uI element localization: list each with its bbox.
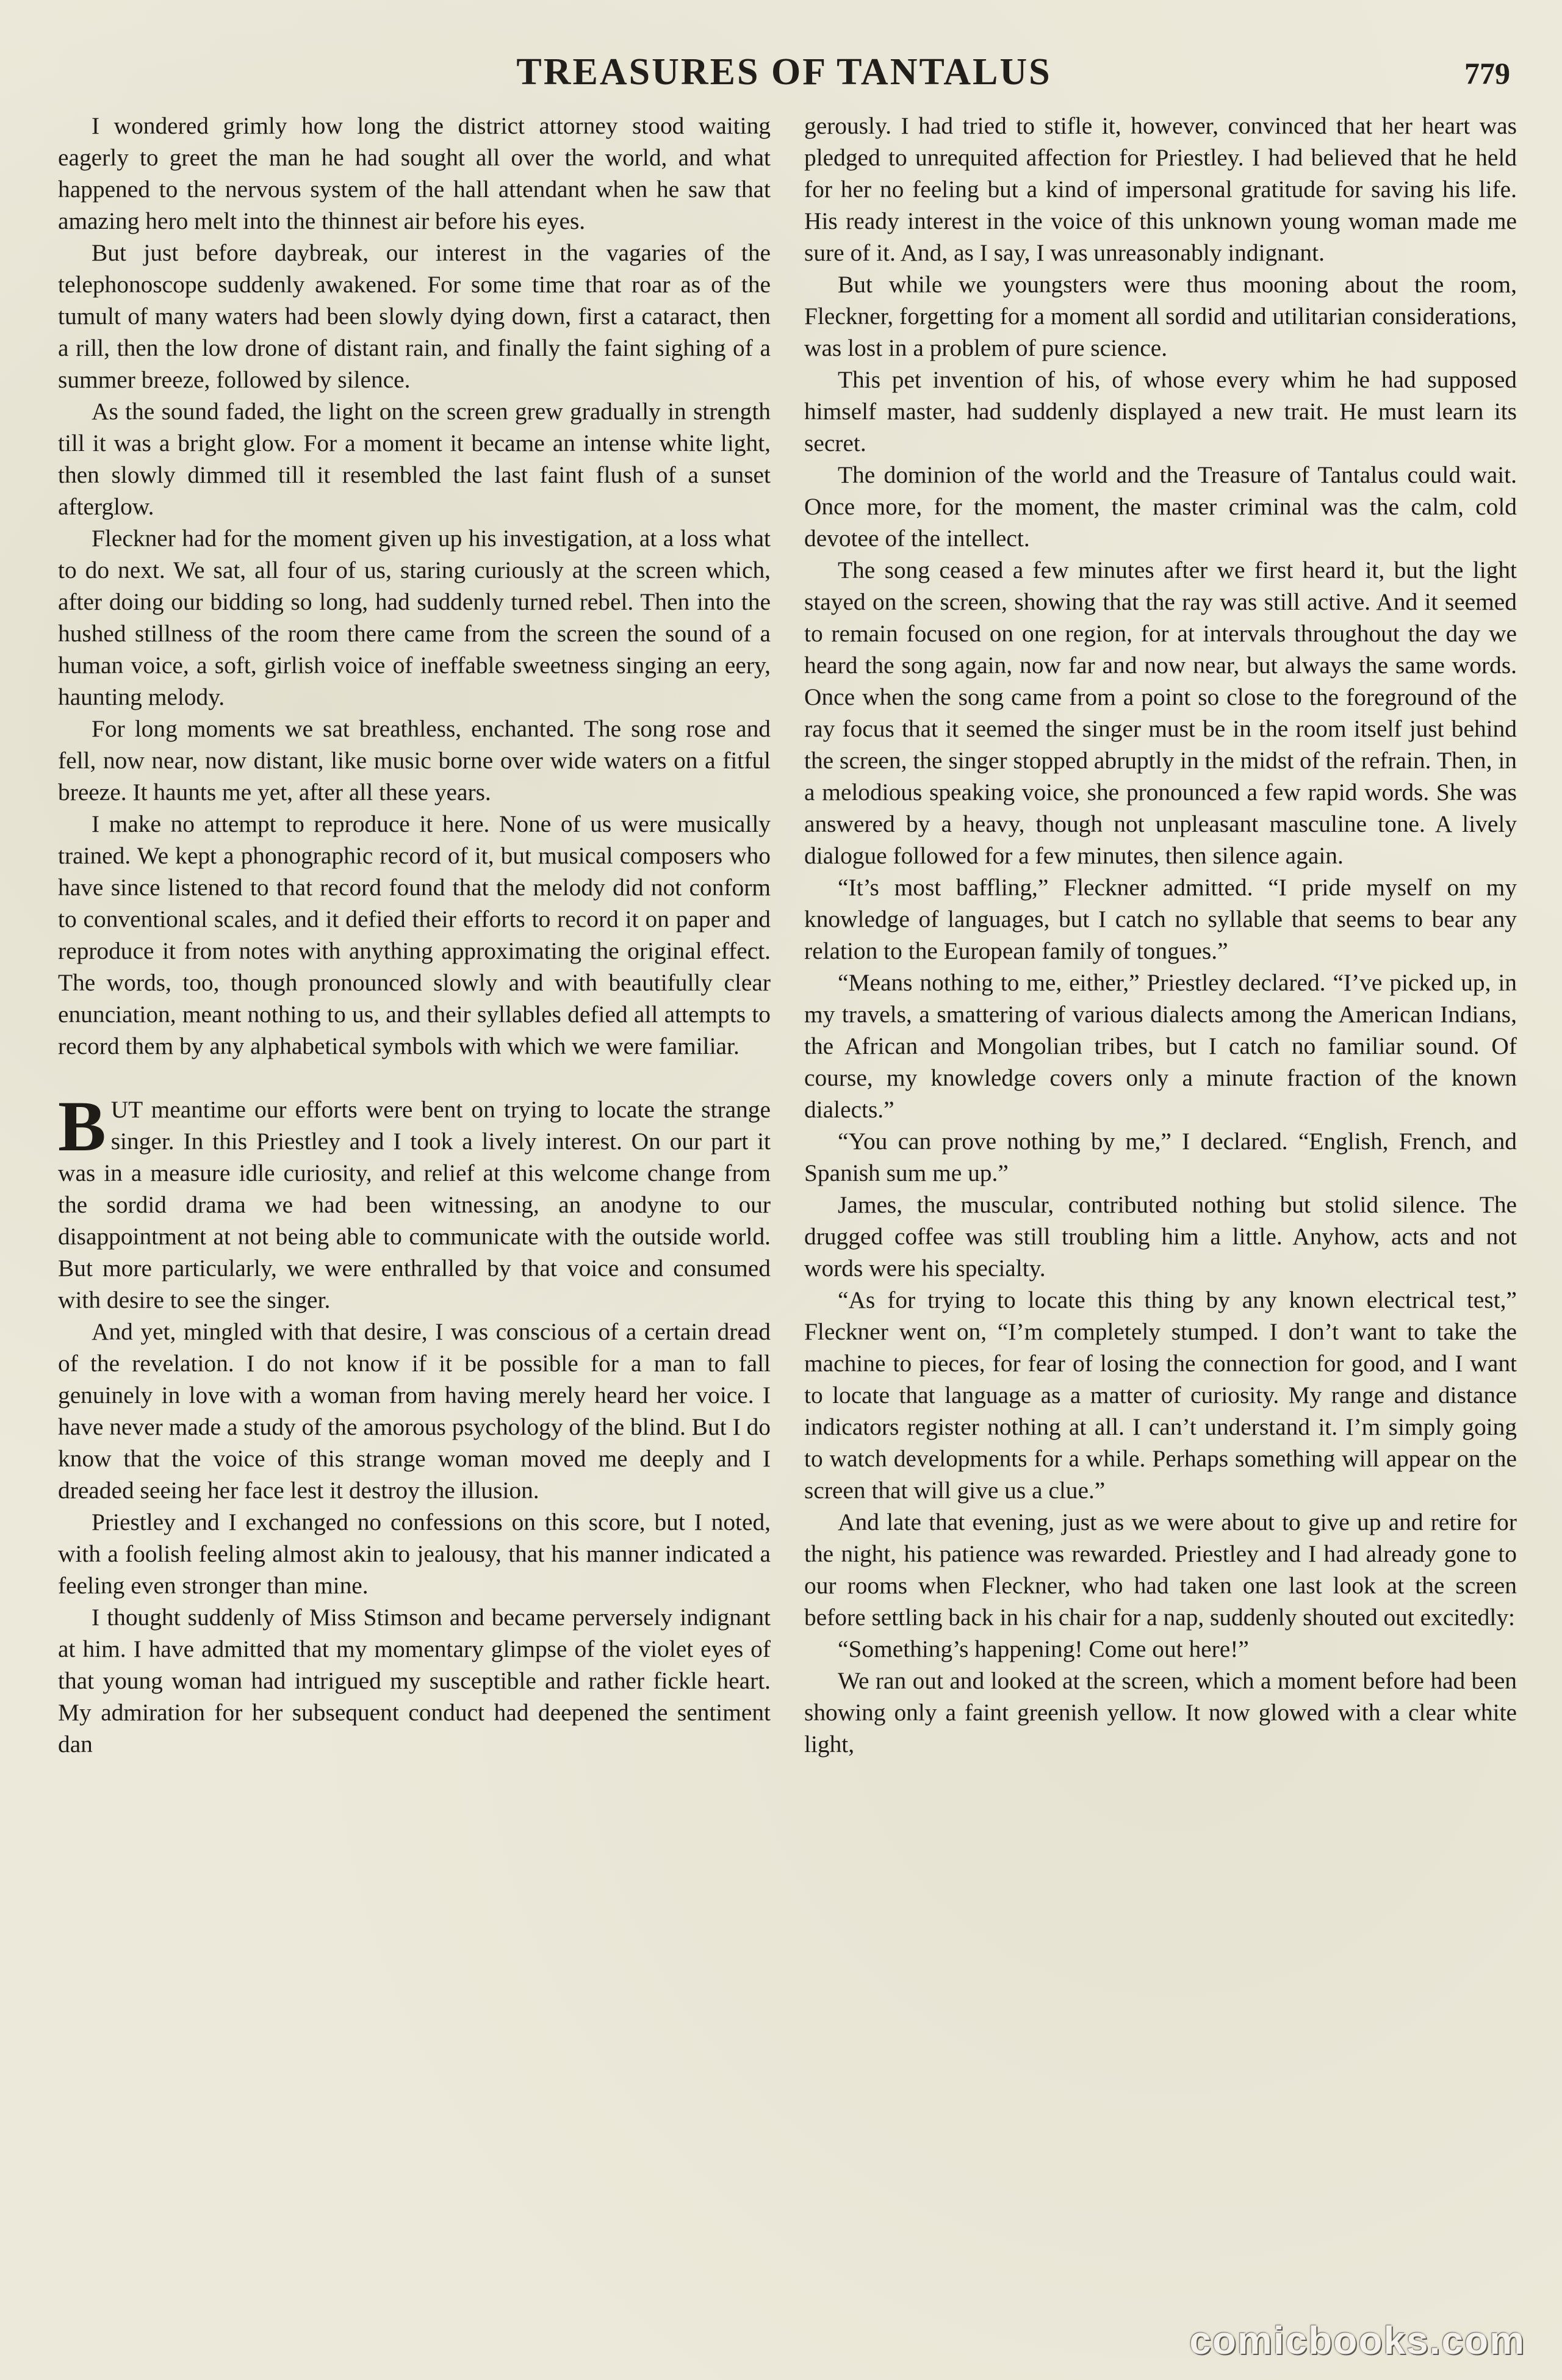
paragraph: We ran out and looked at the screen, which a moment before had been showing only a faint greenish yellow. It now glowed with a clear white light, [804, 1667, 1517, 1758]
watermark-logo: comicbooks.com [1189, 2318, 1525, 2362]
running-title: TREASURES OF TANTALUS [516, 51, 1052, 93]
paragraph: As the sound faded, the light on the screen grew gradually in strength till it was a bright glow. For a moment it became an intense white light, then slowly dimmed till it resembled the last faint flush of a sunset afterglow. [58, 398, 771, 520]
paragraph: And yet, mingled with that desire, I was conscious of a certain dread of the revelation. I do not know if it be possible for a man to fall genuinely in love with a woman from having merely heard her voice. I have never made a study of the amorous psychology of the blind. But I do know that the voice of this strange woman moved me deeply and I dreaded seeing her face lest it destroy the illusion. [58, 1318, 771, 1504]
section-opening-paragraph [58, 1086, 771, 1316]
paragraph: I wondered grimly how long the district attorney stood waiting eagerly to greet the man he had sought all over the world, and what happened to the nervous system of the hall attendant when he saw that amazing hero melt into the thinnest air before his eyes. [58, 112, 771, 234]
paragraph: Fleckner had for the moment given up his investigation, at a loss what to do next. We sat, all four of us, staring curiously at the screen which, after doing our bidding so long, had suddenly turned rebel. Then into the hushed stillness of the room there came from the screen the sound of a human voice, a soft, girlish voice of ineffable sweetness singing an eery, haunting melody. [58, 525, 771, 710]
paragraph: For long moments we sat breathless, enchanted. The song rose and fell, now near, now distant, like music borne over wide waters on a fitful breeze. It haunts me yet, after all these years. [58, 715, 771, 806]
section-break [58, 1062, 771, 1094]
paragraph: The song ceased a few minutes after we first heard it, but the light stayed on the screen, showing that the ray was still active. And it seemed to remain focused on one region, for at intervals throughout the day we heard the song again, now far and now near, but always the same words. Once when the song came from a point so close to the foreground of the ray focus that it seemed the singer must be in the room itself just behind the screen, the singer stopped abruptly in the midst of the refrain. Then, in a melodious speaking voice, she pronounced a few rapid words. She was answered by a heavy, though not unpleasant masculine tone. A lively dialogue followed for a few minutes, then silence again. [804, 557, 1517, 869]
paragraph: And late that evening, just as we were about to give up and retire for the night, his patience was rewarded. Priestley and I had already gone to our rooms when Fleckner, who had taken one last look at the screen before settling back in his chair for a nap, suddenly shouted out excitedly: [804, 1509, 1517, 1631]
paragraph: “It’s most baffling,” Fleckner admitted. “I pride myself on my knowledge of languages, but I catch no syllable that seems to bear any relation to the European family of tongues.” [804, 874, 1517, 964]
page-header [58, 48, 1510, 103]
paragraph-continued: gerously. I had tried to stifle it, however, convinced that her heart was pledged to unrequited affection for Priestley. I had believed that he held for her no feeling but a kind of impersonal gratitude for saving his life. His ready interest in the voice of this unknown young woman made me sure of it. And, as I say, I was unreasonably indignant. [804, 112, 1517, 266]
paragraph: This pet invention of his, of whose every whim he had supposed himself master, had suddenly displayed a new trait. He must learn its secret. [804, 366, 1517, 456]
paragraph: I thought suddenly of Miss Stimson and became perversely indignant at him. I have admitted that my momentary glimpse of the violet eyes of that young woman had intrigued my susceptible and rather fickle heart. My admiration for her subsequent conduct had deepened the sentiment dan [58, 1604, 771, 1758]
page-number: 779 [1464, 56, 1510, 90]
paragraph: “As for trying to locate this thing by any known electrical test,” Fleckner went on, “I’m completely stumped. I don’t want to take the machine to pieces, for fear of losing the connection for good, and I want to locate that language as a matter of curiosity. My range and distance indicators register nothing at all. I can’t understand it. I’m simply going to watch developments for a while. Perhaps something will appear on the screen that will give us a clue.” [804, 1286, 1517, 1504]
paragraph: Priestley and I exchanged no confessions on this score, but I noted, with a foolish feeling almost akin to jealousy, that his manner indicated a feeling even stronger than mine. [58, 1509, 771, 1599]
drop-cap: B [58, 1086, 106, 1166]
paragraph: “Means nothing to me, either,” Priestley declared. “I’ve picked up, in my travels, a smattering of various dialects among the American Indians, the African and Mongolian tribes, but I catch no familiar sound. Of course, my knowledge covers only a minute fraction of the known dialects.” [804, 969, 1517, 1123]
paragraph: The dominion of the world and the Treasure of Tantalus could wait. Once more, for the moment, the master criminal was the calm, cold devotee of the intellect. [804, 461, 1517, 552]
paragraph: But while we youngsters were thus mooning about the room, Fleckner, forgetting for a moment all sordid and utilitarian considerations, was lost in a problem of pure science. [804, 271, 1517, 361]
paragraph-text: UT meantime our efforts were bent on trying to locate the strange singer. In this Priestley and I took a lively interest. On our part it was in a measure idle curiosity, and relief at this welcome change from the sordid drama we had been witnessing, an anodyne to our disappointment at not being able to communicate with the outside world. But more particularly, we were enthralled by that voice and consumed with desire to see the singer. [58, 1096, 771, 1313]
paragraph: James, the muscular, contributed nothing but stolid silence. The drugged coffee was still troubling him a little. Anyhow, acts and not words were his specialty. [804, 1191, 1517, 1282]
paragraph: I make no attempt to reproduce it here. None of us were musically trained. We kept a phonographic record of it, but musical composers who have since listened to that record found that the melody did not conform to conventional scales, and it defied their efforts to record it on paper and reproduce it from notes with anything approximating the original effect. The words, too, though pronounced slowly and with beautifully clear enunciation, meant nothing to us, and their syllables defied all attempts to record them by any alphabetical symbols with which we were familiar. [58, 810, 771, 1059]
paragraph: But just before daybreak, our interest in the vagaries of the telephonoscope suddenly awakened. For some time that roar as of the tumult of many waters had been slowly dying down, first a cataract, then a rill, then the low drone of distant rain, and finally the faint sighing of a summer breeze, followed by silence. [58, 239, 771, 393]
right-column [804, 110, 1517, 2282]
left-column [58, 110, 771, 2282]
paragraph: “You can prove nothing by me,” I declared. “English, French, and Spanish sum me up.” [804, 1128, 1517, 1186]
paragraph: “Something’s happening! Come out here!” [838, 1635, 1249, 1662]
